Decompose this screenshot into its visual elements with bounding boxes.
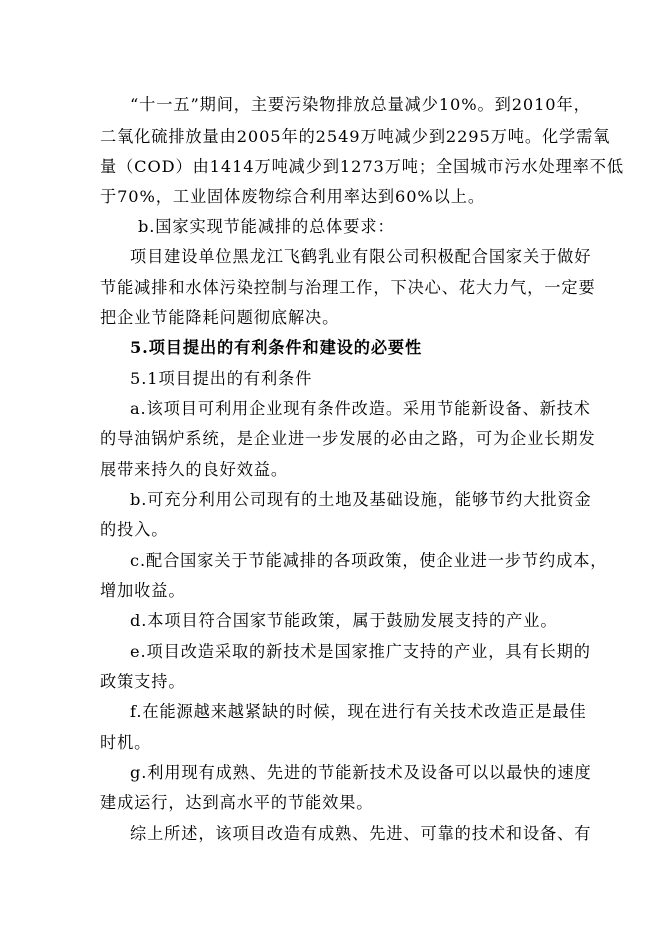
paragraph-line: 增加收益。 [100,581,186,600]
paragraph-line: c.配合国家关于节能减排的各项政策，使企业进一步节约成本， [130,551,608,570]
paragraph-line: b.国家实现节能减排的总体要求： [138,217,395,236]
paragraph-line: “十一五”期间，主要污染物排放总量减少10%。到2010年， [130,95,591,114]
paragraph-line: a.该项目可利用企业现有条件改造。采用节能新设备、新技术 [130,399,591,418]
paragraph-line: 二氧化硫排放量由2005年的2549万吨减少到2295万吨。化学需氧 [100,127,611,146]
paragraph-line: 于70%，工业固体废物综合利用率达到60%以上。 [100,187,485,206]
paragraph-line: 的导油锅炉系统，是企业进一步发展的必由之路，可为企业长期发 [100,429,596,448]
paragraph-line: b.可充分利用公司现有的土地及基础设施，能够节约大批资金 [130,490,592,509]
paragraph-line: 把企业节能降耗问题彻底解决。 [100,308,340,327]
subsection-heading: 5.1项目提出的有利条件 [130,369,313,388]
paragraph-line: 量（COD）由1414万吨减少到1273万吨；全国城市污水处理率不低 [100,157,624,176]
paragraph-line: 的投入。 [100,520,169,539]
paragraph-line: 项目建设单位黑龙江飞鹤乳业有限公司积极配合国家关于做好 [130,247,592,266]
paragraph-line: 展带来持久的良好效益。 [100,460,288,479]
paragraph-line: 政策支持。 [100,672,186,691]
paragraph-line: f.在能源越来越紧缺的时候，现在进行有关技术改造正是最佳 [130,702,587,721]
paragraph-line: g.利用现有成熟、先进的节能新技术及设备可以以最快的速度 [130,763,592,782]
paragraph-line: d.本项目符合国家节能政策，属于鼓励发展支持的产业。 [130,611,558,630]
paragraph-line: 时机。 [100,733,152,752]
section-heading: 5.项目提出的有利条件和建设的必要性 [130,338,423,357]
paragraph-line: 综上所述，该项目改造有成熟、先进、可靠的技术和设备、有 [130,824,592,843]
paragraph-line: 建成运行，达到高水平的节能效果。 [100,793,374,812]
paragraph-line: e.项目改造采取的新技术是国家推广支持的产业，具有长期的 [130,642,591,661]
paragraph-line: 节能减排和水体污染控制与治理工作，下决心、花大力气，一定要 [100,278,596,297]
